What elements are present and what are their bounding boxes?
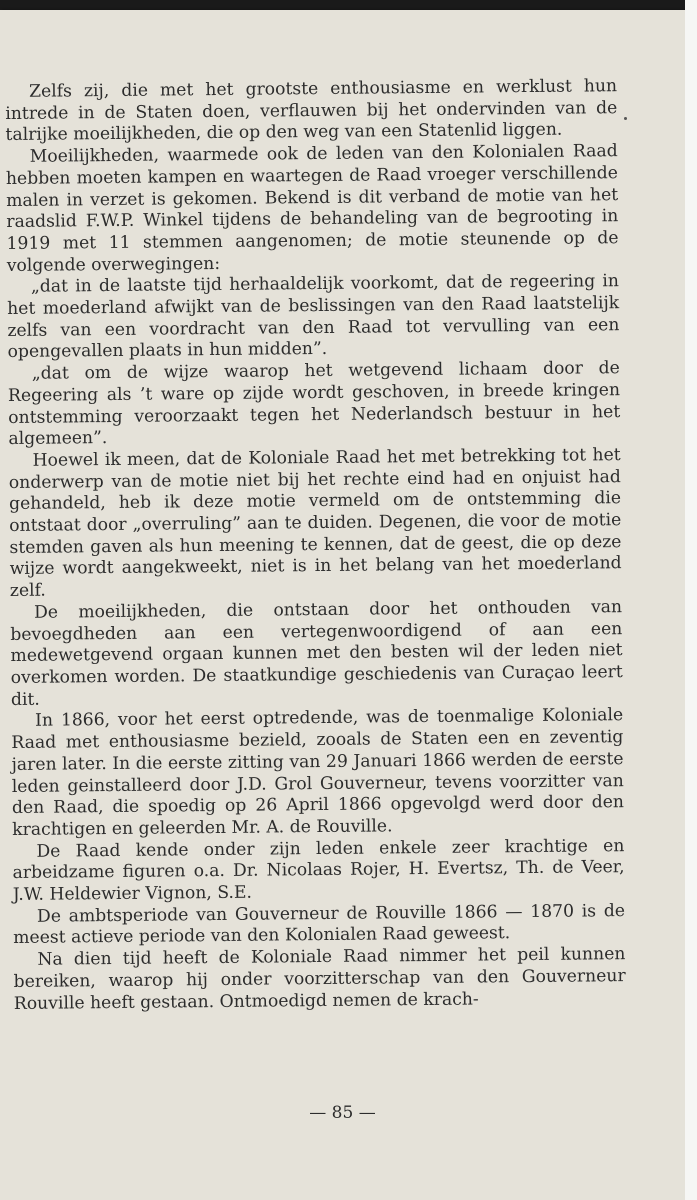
paragraph: „dat om de wijze waarop het wetgevend lichaam door de Regeering als ’t ware op zijde wordt geschoven, in breede kringen ontstemming veroorzaakt tegen het Nederlandsch bestuur in het algemeen”. xyxy=(7,358,621,450)
page-number: — 85 — xyxy=(309,1103,376,1123)
paragraph: De moeilijkheden, die ontstaan door het onthouden van bevoegdheden aan een vertegenwoordigend of aan een medewetgevend orgaan kunnen met den besten wil der leden niet overkomen worden. De staatkundige geschiedenis van Curaçao leert dit. xyxy=(10,596,623,710)
scan-margin xyxy=(685,0,697,1200)
paragraph: Moeilijkheden, waarmede ook de leden van den Kolonialen Raad hebben moeten kampen en waartegen de Raad vroeger verschillende malen in verzet is gekomen. Bekend is dit verband de motie van het raadslid F.W.P. Winkel tijdens de behandeling van de begrooting in 1919 met 11 stemmen aangenomen; de motie steunende op de volgende overwegingen: xyxy=(5,141,619,276)
paragraph: Hoewel ik meen, dat de Koloniale Raad het met betrekking tot het onderwerp van de motie niet bij het rechte eind had en onjuist had gehandeld, heb ik deze motie vermeld om de ontstemming die ontstaat door „overruling” aan te duiden. Degenen, die voor de motie stemden gaven als hun meening te kennen, dat de geest, die op deze wijze wordt aangekweekt, niet is in het belang van het moederland zelf. xyxy=(8,445,622,602)
paragraph: In 1866, voor het eerst optredende, was de toenmalige Koloniale Raad met enthousiasme bezield, zooals de Staten een en zeventig jaren later. In die eerste zitting van 29 Januari 1866 werden de eerste leden geinstalleerd door J.D. Grol Gouverneur, tevens voorzitter van den Raad, die spoedig op 26 April 1866 opgevolgd werd door den krachtigen en geleerden Mr. A. de Rouville. xyxy=(11,705,625,840)
paragraph: De Raad kende onder zijn leden enkele zeer krachtige en arbeidzame figuren o.a. Dr. Nicolaas Rojer, H. Evertsz, Th. de Veer, J.W. Heldewier Vignon, S.E. xyxy=(12,835,625,905)
body-text xyxy=(5,76,626,1015)
paragraph: Na dien tijd heeft de Koloniale Raad nimmer het peil kunnen bereiken, waarop hij onder voorzitterschap van den Gouverneur Rouville heeft gestaan. Ontmoedigd nemen de krach- xyxy=(13,944,626,1014)
paragraph: Zelfs zij, die met het grootste enthousiasme en werklust hun intrede in de Staten doen, verflauwen bij het ondervinden van de talrijke moeilijkheden, die op den weg van een Statenlid liggen. xyxy=(5,76,618,146)
paragraph: De ambtsperiode van Gouverneur de Rouville 1866 — 1870 is de meest actieve periode van den Kolonialen Raad geweest. xyxy=(13,900,626,949)
book-page xyxy=(0,10,685,1200)
speck xyxy=(624,117,627,120)
paragraph: „dat in de laatste tijd herhaaldelijk voorkomt, dat de regeering in het moederland afwijkt van de beslissingen van den Raad laatstelijk zelfs van een voordracht van den Raad tot vervulling van een opengevallen plaats in hun midden”. xyxy=(7,271,620,363)
